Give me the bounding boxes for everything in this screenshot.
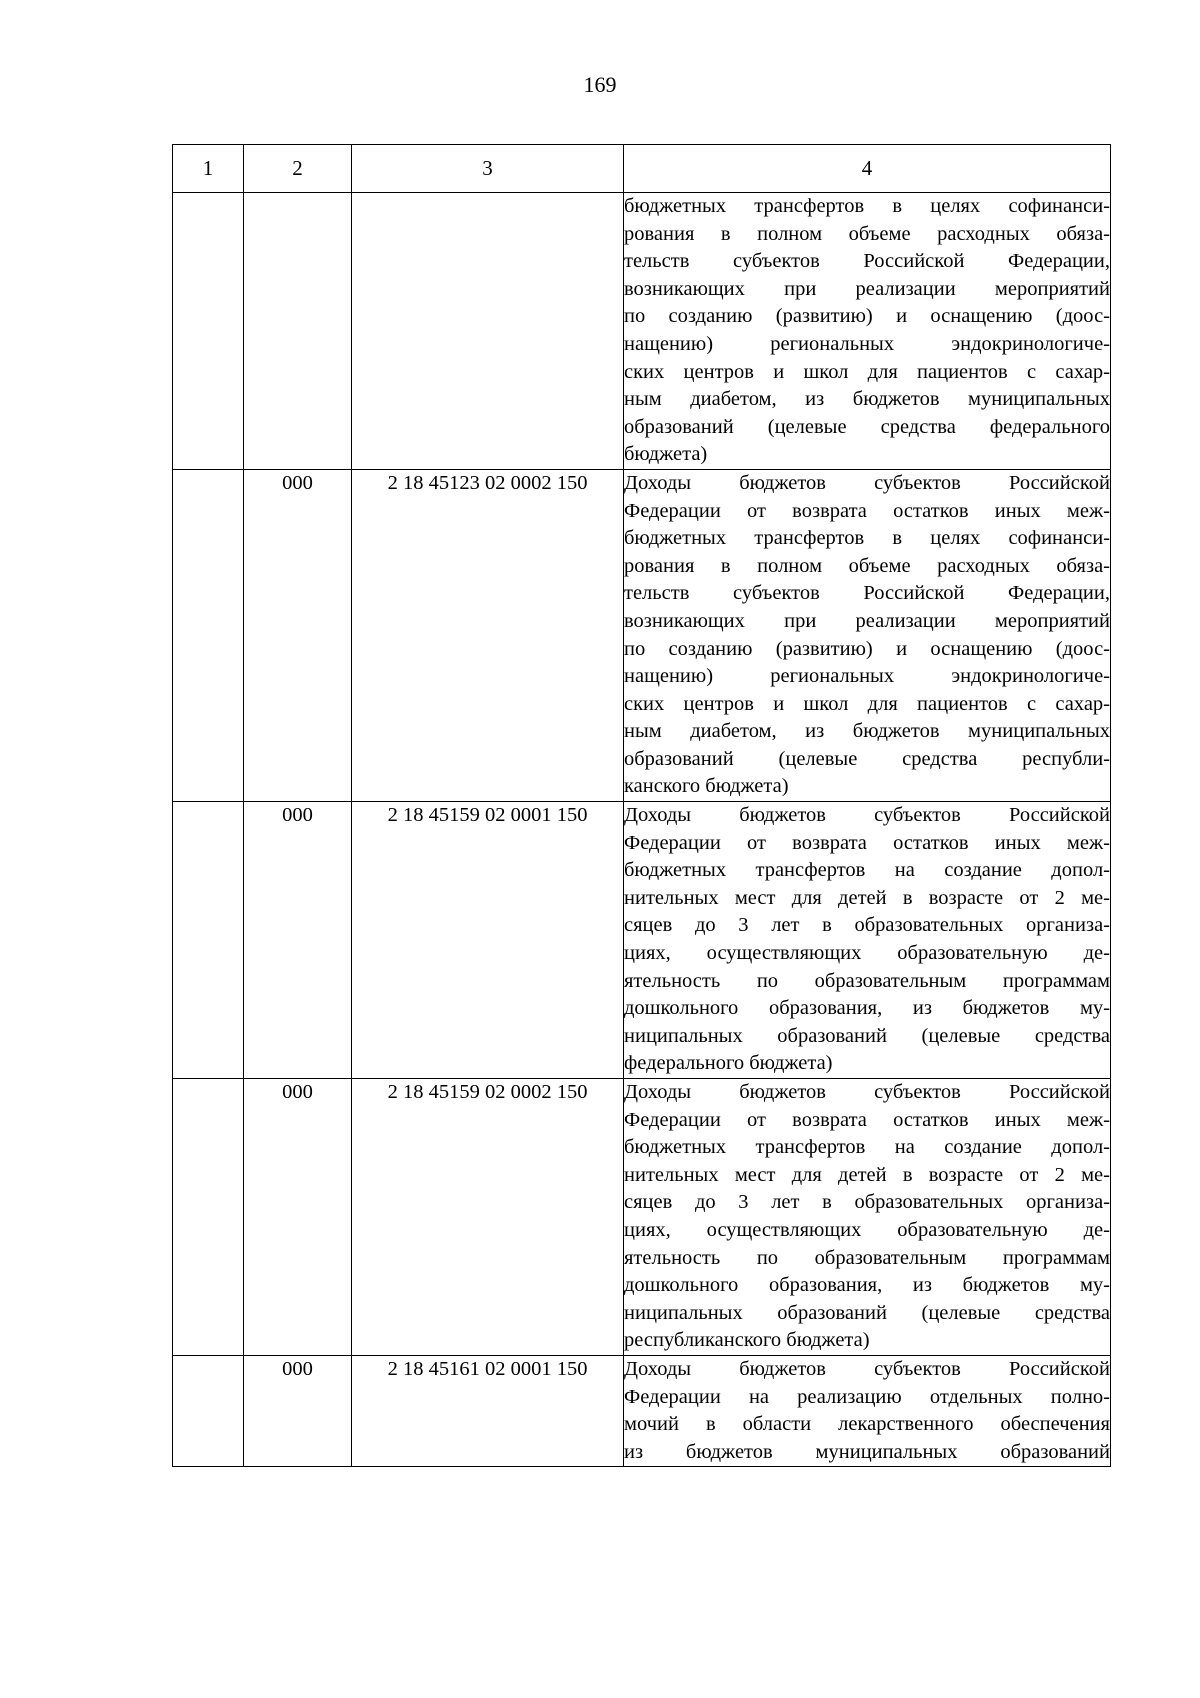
description-line: ских центров и школ для пациентов с сахар- bbox=[624, 360, 1110, 383]
cell-col-1 bbox=[173, 802, 244, 1079]
description-line: Доходы бюджетов субъектов Российской bbox=[624, 1081, 1110, 1103]
cell-description bbox=[624, 1355, 1111, 1466]
cell-admin-code: 000 bbox=[244, 469, 352, 801]
description-line: тельств субъектов Российской Федерации, bbox=[624, 582, 1110, 605]
description-line: рования в полном объеме расходных обяза- bbox=[624, 222, 1110, 245]
description-line: возникающих при реализации мероприятий bbox=[624, 609, 1110, 632]
description-line: из бюджетов муниципальных образований bbox=[624, 1440, 1110, 1463]
description-line: Федерации от возврата остатков иных меж- bbox=[624, 831, 1110, 854]
description-line: бюджетных трансфертов на создание допол- bbox=[624, 1136, 1110, 1159]
cell-budget-code: 2 18 45159 02 0002 150 bbox=[352, 1079, 624, 1356]
description-line: Федерации на реализацию отдельных полно- bbox=[624, 1385, 1110, 1408]
description-line: Доходы бюджетов субъектов Российской bbox=[624, 471, 1110, 494]
description-line: образований (целевые средства федерального bbox=[624, 415, 1110, 438]
description-line: циях, осуществляющих образовательную де- bbox=[624, 942, 1110, 965]
table-row bbox=[173, 193, 1111, 470]
cell-description bbox=[624, 193, 1111, 470]
description-line: дошкольного образования, из бюджетов му- bbox=[624, 1274, 1110, 1297]
description-line: сяцев до 3 лет в образовательных организа- bbox=[624, 914, 1110, 937]
header-col-1: 1 bbox=[173, 145, 244, 193]
header-row bbox=[173, 145, 1111, 193]
description-line: по созданию (развитию) и оснащению (доос- bbox=[624, 637, 1110, 660]
description-line: федерального бюджета) bbox=[624, 1052, 833, 1075]
description-line: дошкольного образования, из бюджетов му- bbox=[624, 997, 1110, 1020]
description-line: по созданию (развитию) и оснащению (доос- bbox=[624, 305, 1110, 328]
table-row bbox=[173, 469, 1111, 801]
description-line: Федерации от возврата остатков иных меж- bbox=[624, 1108, 1110, 1131]
description-line: бюджетных трансфертов в целях софинанси- bbox=[624, 195, 1110, 217]
description-line: Федерации от возврата остатков иных меж- bbox=[624, 499, 1110, 522]
description-line: бюджета) bbox=[624, 443, 708, 466]
description-line: ятельность по образовательным программам bbox=[624, 1246, 1110, 1269]
page-number: 169 bbox=[583, 72, 617, 97]
description-line: ятельность по образовательным программам bbox=[624, 969, 1110, 992]
cell-admin-code: 000 bbox=[244, 1355, 352, 1466]
cell-col-1 bbox=[173, 1079, 244, 1356]
description-line: республиканского бюджета) bbox=[624, 1329, 870, 1352]
description-line: Доходы бюджетов субъектов Российской bbox=[624, 1357, 1110, 1380]
table-row bbox=[173, 1079, 1111, 1356]
cell-admin-code: 000 bbox=[244, 802, 352, 1079]
description-line: ских центров и школ для пациентов с сахар- bbox=[624, 692, 1110, 715]
description-line: канского бюджета) bbox=[624, 775, 789, 798]
table-body bbox=[173, 193, 1111, 1467]
header-col-3: 3 bbox=[352, 145, 624, 193]
description-line: нительных мест для детей в возрасте от 2 ме- bbox=[624, 886, 1110, 909]
description-line: бюджетных трансфертов на создание допол- bbox=[624, 859, 1110, 882]
header-col-4: 4 bbox=[624, 145, 1111, 193]
description-line: нащению) региональных эндокринологиче- bbox=[624, 665, 1110, 688]
description-line: ным диабетом, из бюджетов муниципальных bbox=[624, 388, 1110, 411]
description-line: рования в полном объеме расходных обяза- bbox=[624, 554, 1110, 577]
cell-admin-code bbox=[244, 193, 352, 470]
cell-description bbox=[624, 469, 1111, 801]
description-line: ниципальных образований (целевые средства bbox=[624, 1024, 1110, 1047]
description-line: бюджетных трансфертов в целях софинанси- bbox=[624, 527, 1110, 550]
description-line: Доходы бюджетов субъектов Российской bbox=[624, 804, 1110, 827]
description-line: образований (целевые средства республи- bbox=[624, 747, 1110, 770]
table-row bbox=[173, 802, 1111, 1079]
description-line: циях, осуществляющих образовательную де- bbox=[624, 1218, 1110, 1241]
cell-description bbox=[624, 802, 1111, 1079]
cell-col-1 bbox=[173, 1355, 244, 1466]
cell-description bbox=[624, 1079, 1111, 1356]
description-line: сяцев до 3 лет в образовательных организа- bbox=[624, 1191, 1110, 1214]
description-line: нительных мест для детей в возрасте от 2 ме- bbox=[624, 1163, 1110, 1186]
cell-budget-code: 2 18 45159 02 0001 150 bbox=[352, 802, 624, 1079]
cell-admin-code: 000 bbox=[244, 1079, 352, 1356]
cell-col-1 bbox=[173, 193, 244, 470]
description-line: возникающих при реализации мероприятий bbox=[624, 277, 1110, 300]
description-line: мочий в области лекарственного обеспечения bbox=[624, 1413, 1110, 1436]
description-line: ниципальных образований (целевые средства bbox=[624, 1301, 1110, 1324]
description-line: тельств субъектов Российской Федерации, bbox=[624, 250, 1110, 273]
cell-budget-code bbox=[352, 193, 624, 470]
budget-classification-table bbox=[172, 144, 1111, 1467]
cell-budget-code: 2 18 45161 02 0001 150 bbox=[352, 1355, 624, 1466]
cell-budget-code: 2 18 45123 02 0002 150 bbox=[352, 469, 624, 801]
table-row bbox=[173, 1355, 1111, 1466]
description-line: ным диабетом, из бюджетов муниципальных bbox=[624, 720, 1110, 743]
cell-col-1 bbox=[173, 469, 244, 801]
description-line: нащению) региональных эндокринологиче- bbox=[624, 332, 1110, 355]
header-col-2: 2 bbox=[244, 145, 352, 193]
